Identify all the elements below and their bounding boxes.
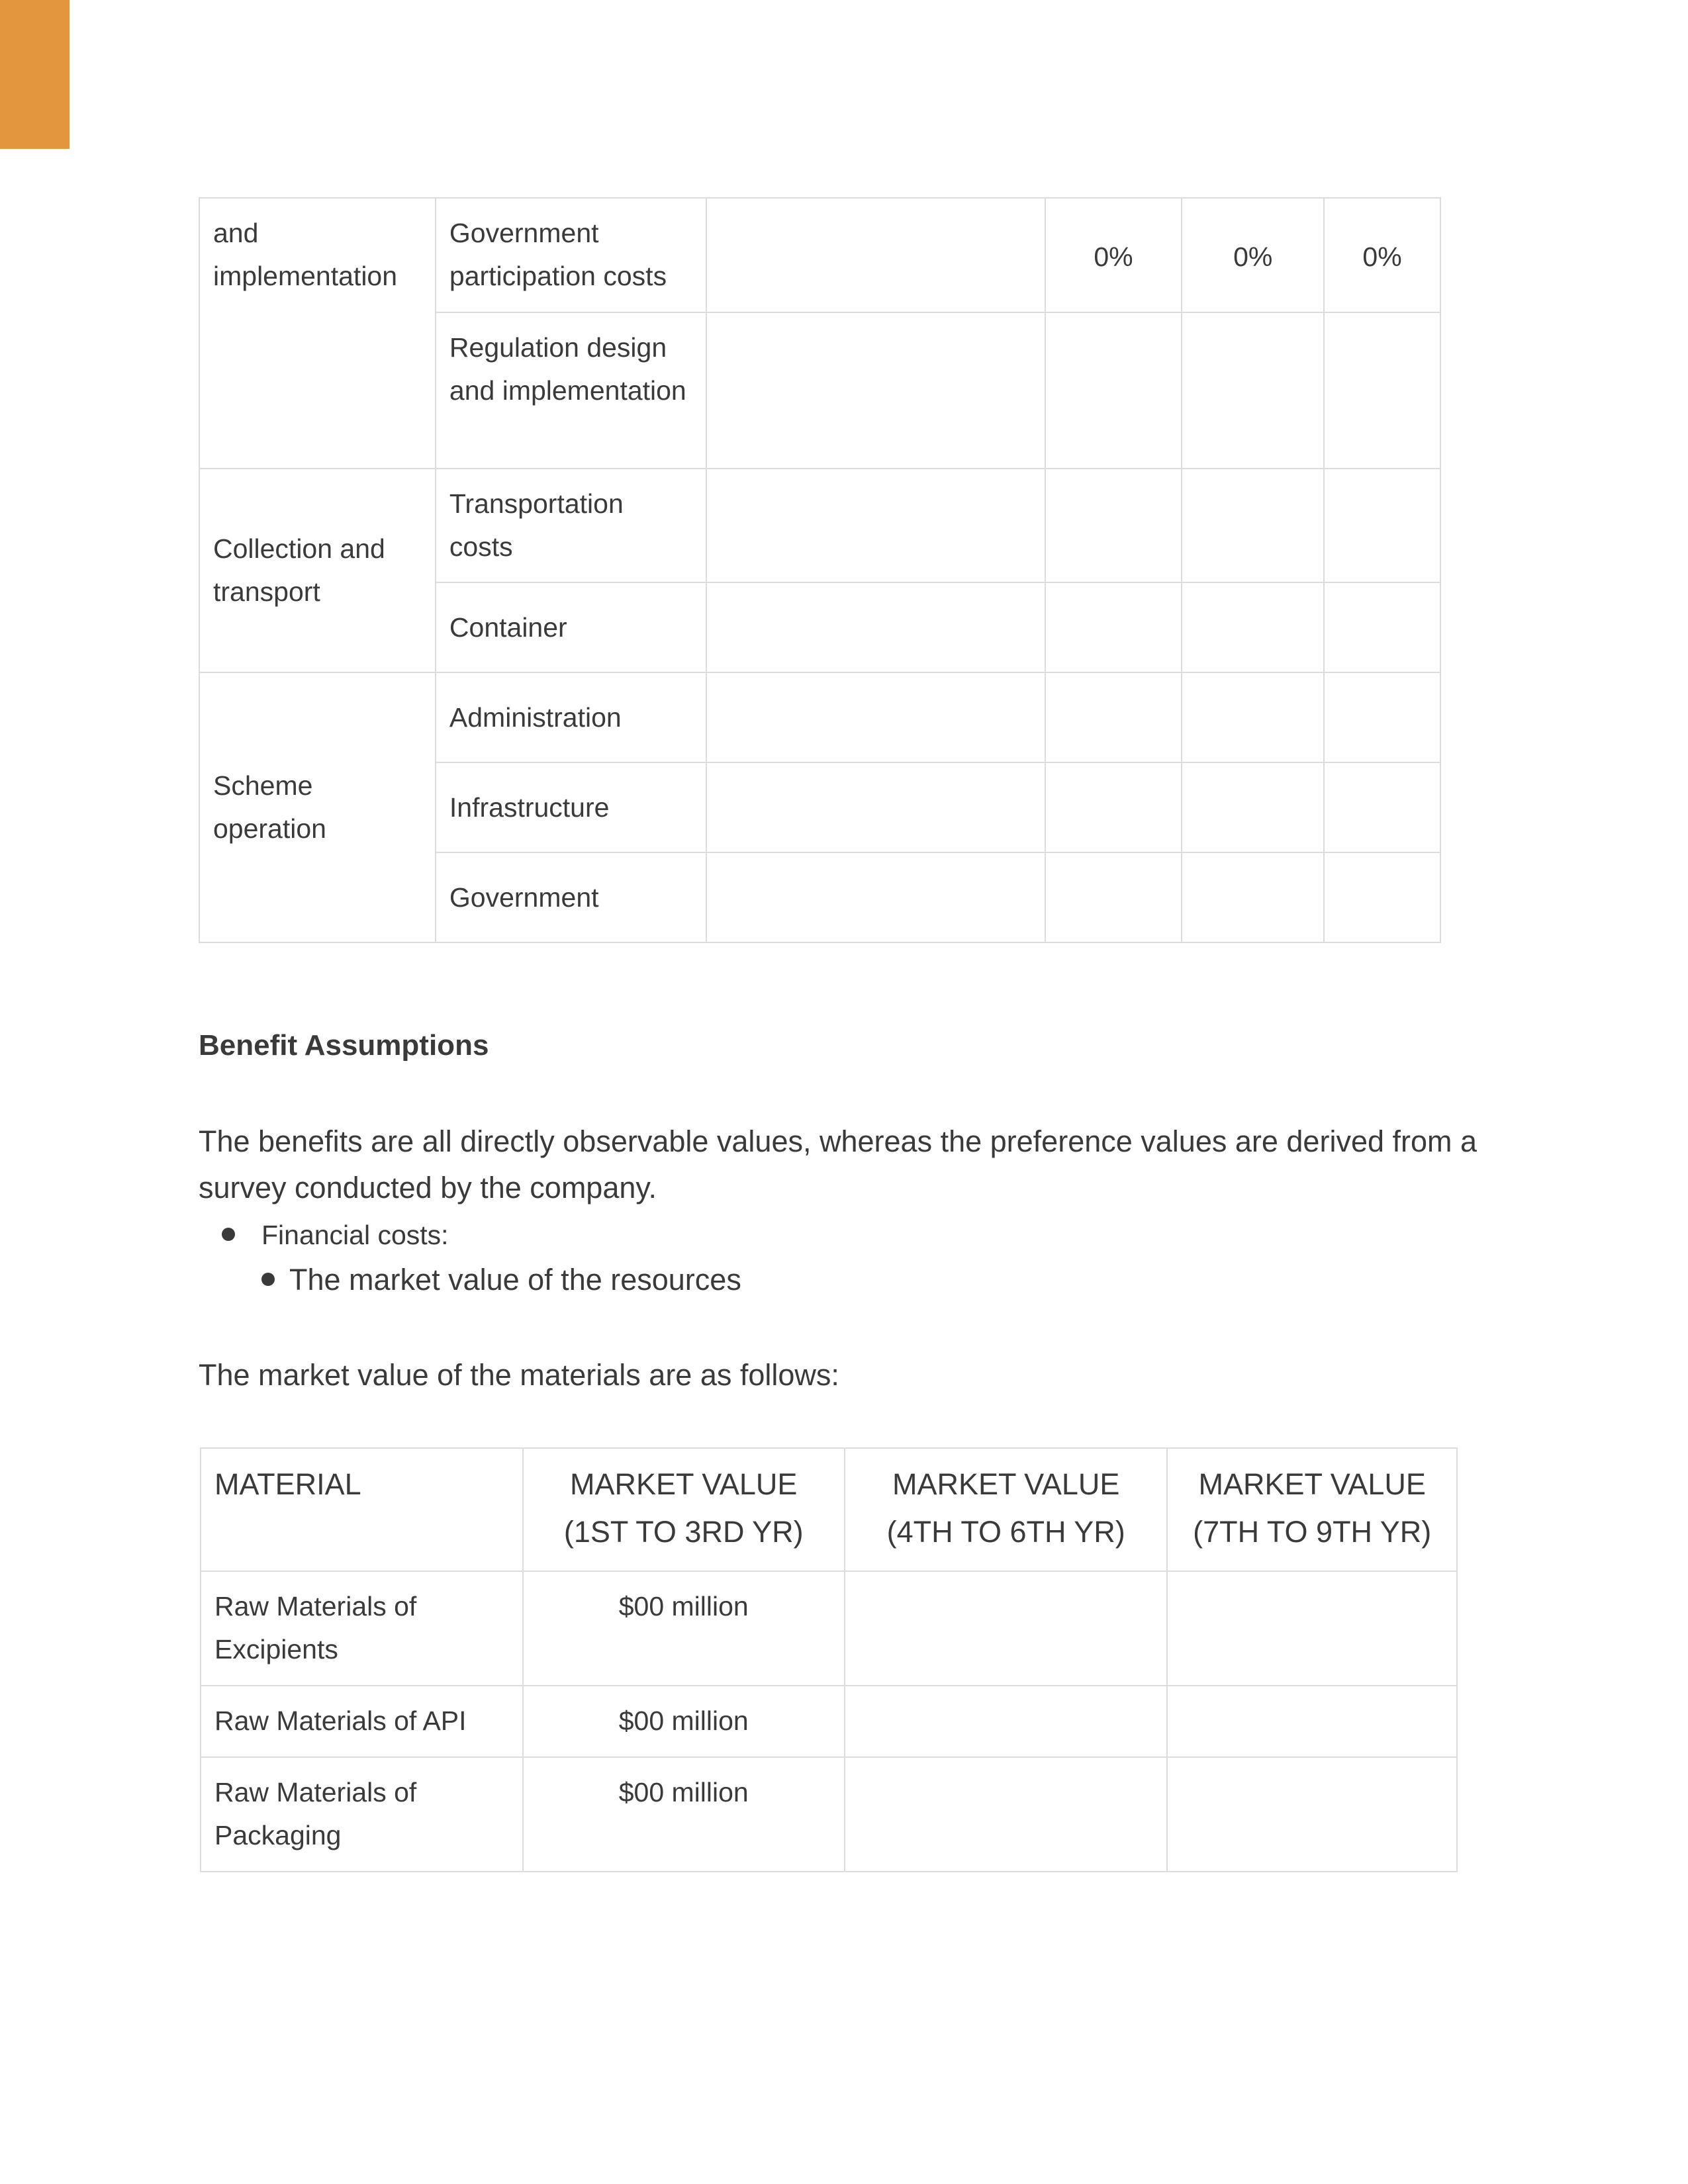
cost-percentage-cell: 0%	[1182, 198, 1324, 312]
market-value-cell	[1167, 1757, 1457, 1872]
cost-description-cell	[706, 672, 1045, 762]
cost-value-cell	[1182, 672, 1324, 762]
cost-value-cell	[1324, 762, 1440, 852]
cost-value-cell	[1182, 762, 1324, 852]
market-value-cell	[845, 1686, 1167, 1757]
cost-category-cell: Collection and transport	[199, 469, 436, 672]
market-value-cell: $00 million	[523, 1686, 845, 1757]
market-value-cell	[1167, 1686, 1457, 1757]
bullet-text: Financial costs:	[261, 1220, 449, 1250]
cost-value-cell	[1182, 582, 1324, 672]
material-name-cell: Raw Materials of Excipients	[201, 1571, 523, 1686]
cost-description-cell	[706, 762, 1045, 852]
cost-description-cell	[706, 582, 1045, 672]
cost-category-cell: Scheme operation	[199, 672, 436, 942]
column-header: MARKET VALUE (7TH TO 9TH YR)	[1167, 1448, 1457, 1571]
market-value-cell: $00 million	[523, 1571, 845, 1686]
cost-table	[199, 197, 1441, 943]
cost-item-cell: Container	[436, 582, 706, 672]
section-heading: Benefit Assumptions	[199, 1029, 489, 1062]
table-row	[201, 1686, 1457, 1757]
cost-description-cell	[706, 198, 1045, 312]
cost-value-cell	[1045, 469, 1182, 582]
cost-value-cell	[1045, 672, 1182, 762]
cost-value-cell	[1045, 762, 1182, 852]
cost-value-cell	[1182, 469, 1324, 582]
table-header-row	[201, 1448, 1457, 1571]
cost-item-cell: Administration	[436, 672, 706, 762]
market-value-cell	[1167, 1571, 1457, 1686]
cost-item-cell: Transportation costs	[436, 469, 706, 582]
cost-value-cell	[1324, 312, 1440, 469]
cost-item-cell: Government participation costs	[436, 198, 706, 312]
column-header: MARKET VALUE (1ST TO 3RD YR)	[523, 1448, 845, 1571]
material-name-cell: Raw Materials of Packaging	[201, 1757, 523, 1872]
market-value-cell: $00 million	[523, 1757, 845, 1872]
cost-value-cell	[1045, 312, 1182, 469]
bullet-text: The market value of the resources	[289, 1263, 741, 1297]
bullet-icon	[222, 1228, 235, 1241]
materials-intro: The market value of the materials are as follows:	[199, 1358, 839, 1392]
cost-value-cell	[1324, 469, 1440, 582]
table-row	[199, 469, 1440, 582]
orange-corner-tab	[0, 0, 70, 149]
table-row	[201, 1571, 1457, 1686]
cost-value-cell	[1182, 312, 1324, 469]
intro-paragraph: The benefits are all directly observable values, whereas the preference values are derived from a survey conducted by the company.	[199, 1124, 1477, 1205]
cost-percentage-cell: 0%	[1324, 198, 1440, 312]
cost-value-cell	[1045, 852, 1182, 942]
cost-item-cell: Regulation design and implementation	[436, 312, 706, 469]
column-header: MATERIAL	[201, 1448, 523, 1571]
table-row	[199, 672, 1440, 762]
cost-description-cell	[706, 852, 1045, 942]
cost-item-cell: Government	[436, 852, 706, 942]
cost-value-cell	[1182, 852, 1324, 942]
table-row	[201, 1757, 1457, 1872]
cost-percentage-cell: 0%	[1045, 198, 1182, 312]
material-name-cell: Raw Materials of API	[201, 1686, 523, 1757]
table-row	[199, 198, 1440, 312]
cost-item-cell: Infrastructure	[436, 762, 706, 852]
cost-category-cell: and implementation	[199, 198, 436, 469]
cost-value-cell	[1324, 582, 1440, 672]
market-value-cell	[845, 1757, 1167, 1872]
materials-table	[200, 1447, 1458, 1872]
cost-value-cell	[1324, 852, 1440, 942]
bullet-icon	[261, 1273, 275, 1286]
cost-value-cell	[1324, 672, 1440, 762]
cost-description-cell	[706, 469, 1045, 582]
sub-bullet-item	[261, 1259, 741, 1301]
cost-description-cell	[706, 312, 1045, 469]
bullet-item	[222, 1215, 449, 1255]
cost-value-cell	[1045, 582, 1182, 672]
market-value-cell	[845, 1571, 1167, 1686]
column-header: MARKET VALUE (4TH TO 6TH YR)	[845, 1448, 1167, 1571]
